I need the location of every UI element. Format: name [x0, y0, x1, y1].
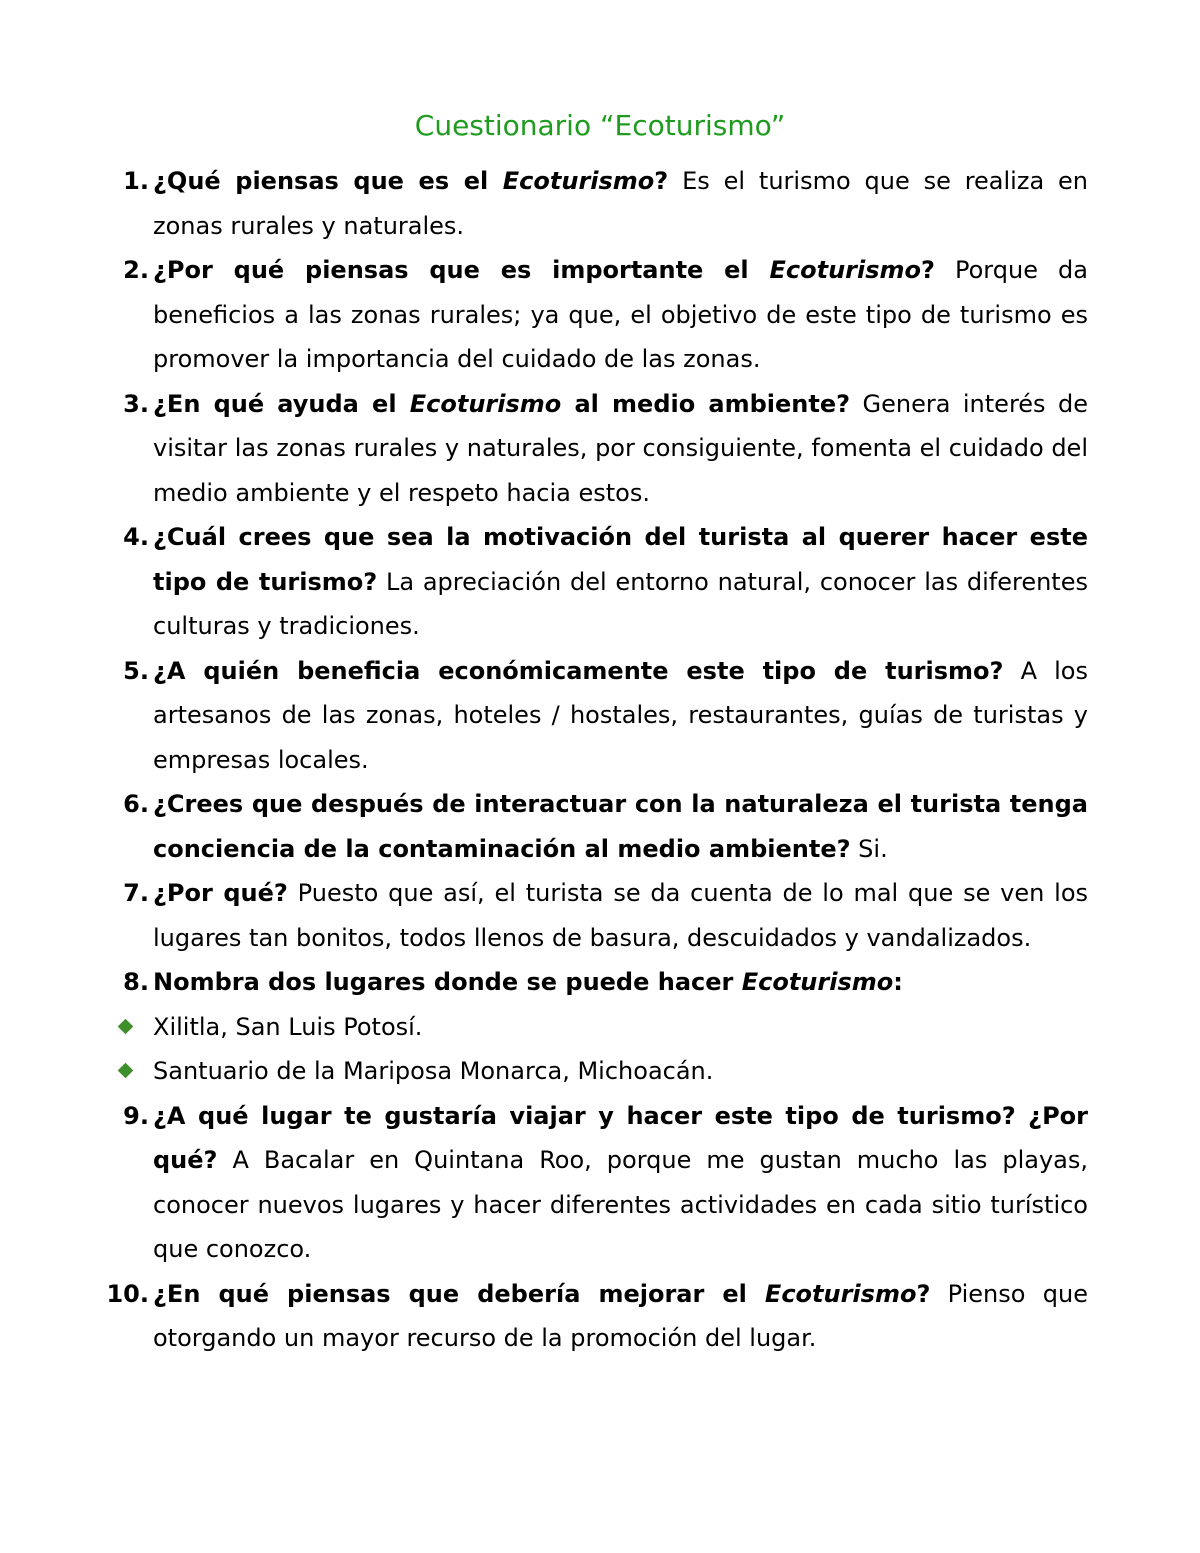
question-text: ¿A qué lugar te gustaría viajar y hacer este tipo de turismo? ¿Por qué? — [153, 1101, 1088, 1174]
question-item-7 — [100, 871, 1088, 960]
question-number: 5. — [123, 656, 149, 685]
document-title: Cuestionario “Ecoturismo” — [414, 109, 786, 142]
list-item — [100, 1049, 1088, 1094]
question-text: ¿Por qué? — [153, 879, 288, 907]
diamond-bullet-icon — [118, 1063, 134, 1079]
answer-text: Genera interés de visitar las zonas rurales y naturales, por consiguiente, fomenta el cuidado del medio ambiente y el respeto hacia estos. — [153, 389, 1089, 507]
question-number: 2. — [123, 256, 149, 284]
question-number: 6. — [123, 790, 149, 818]
question-item-10 — [100, 1272, 1088, 1361]
question-item-3 — [100, 382, 1088, 516]
diamond-bullet-icon — [118, 1018, 134, 1034]
list-item — [100, 1005, 1088, 1050]
question-text: ¿Cuál crees que sea la motivación del turista al querer hacer este tipo de turismo? — [153, 523, 1088, 596]
question-item-9 — [100, 1094, 1088, 1272]
question-text: ¿En qué ayuda el Ecoturismo al medio ambiente? — [153, 389, 851, 418]
question-text: ¿En qué piensas que debería mejorar el Ecoturismo? — [153, 1279, 931, 1308]
question-item-6 — [100, 782, 1088, 871]
question-item-5 — [100, 649, 1088, 783]
question-list — [100, 159, 1088, 1361]
question-item-1 — [100, 159, 1088, 248]
answer-text: A los artesanos de las zonas, hoteles / hostales, restaurantes, guías de turistas y empresas locales. — [153, 656, 1088, 774]
question-number: 4. — [123, 523, 149, 551]
answer-text: A Bacalar en Quintana Roo, porque me gustan mucho las playas, conocer nuevos lugares y hacer diferentes actividades en cada sitio turístico que conozco. — [153, 1146, 1088, 1263]
question-number: 8. — [123, 968, 149, 996]
question-item-2 — [100, 248, 1088, 382]
place-text: Santuario de la Mariposa Monarca, Michoacán. — [153, 1057, 714, 1085]
answer-text: Pienso que otorgando un mayor recurso de la promoción del lugar. — [153, 1279, 1088, 1352]
question-number: 10. — [106, 1279, 149, 1308]
question-item-8 — [100, 960, 1088, 1005]
answer-text: Puesto que así, el turista se da cuenta de lo mal que se ven los lugares tan bonitos, todos llenos de basura, descuidados y vandalizados. — [153, 879, 1089, 952]
answer-text: Si. — [850, 834, 888, 863]
question-text: Nombra dos lugares donde se puede hacer Ecoturismo: — [153, 968, 903, 996]
answer-text: Es el turismo que se realiza en zonas rurales y naturales. — [153, 167, 1088, 240]
question-number: 9. — [123, 1101, 149, 1130]
answer-text: La apreciación del entorno natural, conocer las diferentes culturas y tradiciones. — [153, 567, 1088, 640]
question-text: ¿Crees que después de interactuar con la naturaleza el turista tenga conciencia de la contaminación al medio ambiente? — [153, 790, 1088, 863]
question-item-4 — [100, 515, 1088, 649]
question-number: 3. — [123, 389, 149, 418]
question-text: ¿A quién beneficia económicamente este tipo de turismo? — [153, 656, 1004, 685]
question-text: ¿Por qué piensas que es importante el Ecoturismo? — [153, 256, 935, 284]
question-text: ¿Qué piensas que es el Ecoturismo? — [153, 167, 669, 195]
answer-text: Porque da beneficios a las zonas rurales; ya que, el objetivo de este tipo de turismo es promover la importancia del cuidado de las zonas. — [153, 256, 1088, 373]
place-text: Xilitla, San Luis Potosí. — [153, 1012, 423, 1041]
question-number: 7. — [123, 879, 149, 907]
question-number: 1. — [123, 167, 149, 195]
